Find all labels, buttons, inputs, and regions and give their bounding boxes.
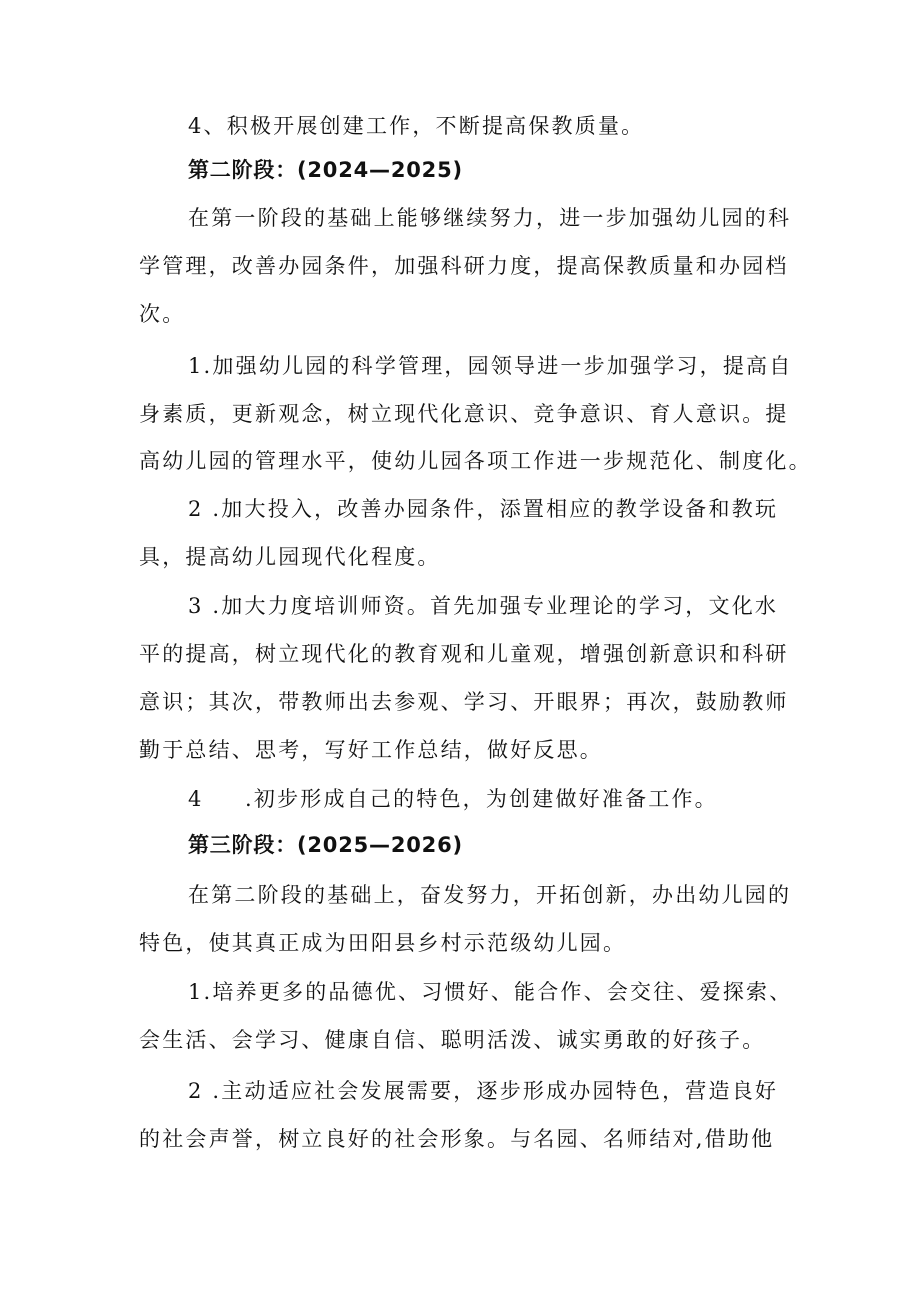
stage2-intro-line3: 次。 — [139, 302, 186, 326]
stage3-item2-line1: 2 .主动适应社会发展需要，逐步形成办园特色，营造良好 — [188, 1079, 779, 1103]
stage2-item3-line2: 平的提高，树立现代化的教育观和儿童观，增强创新意识和科研 — [139, 642, 789, 666]
stage2-intro-line1: 在第一阶段的基础上能够继续努力，进一步加强幼儿园的科 — [188, 206, 792, 230]
stage2-intro-line2: 学管理，改善办园条件，加强科研力度，提高保教质量和办园档 — [139, 254, 789, 278]
stage3-intro-line2: 特色，使其真正成为田阳县乡村示范级幼儿园。 — [139, 931, 627, 955]
stage2-item1-line2: 身素质，更新观念，树立现代化意识、竞争意识、育人意识。提 — [139, 402, 789, 426]
stage3-intro-line1: 在第二阶段的基础上，奋发努力，开拓创新，办出幼儿园的 — [188, 883, 792, 907]
stage2-item4-number: 4 — [188, 787, 204, 811]
stage2-item2-line1: 2 .加大投入，改善办园条件，添置相应的教学设备和教玩 — [188, 497, 779, 521]
stage3-item1-line1: 1.培养更多的品德优、习惯好、能合作、会交往、爱探索、 — [188, 980, 793, 1004]
stage3-item2-line2: 的社会声誉，树立良好的社会形象。与名园、名师结对,借助他 — [139, 1127, 775, 1151]
paragraph-item4-creation: 4、积极开展创建工作，不断提高保教质量。 — [188, 114, 645, 138]
stage2-item2-line2: 具，提高幼儿园现代化程度。 — [139, 545, 441, 569]
stage3-item1-line2: 会生活、会学习、健康自信、聪明活泼、诚实勇敢的好孩子。 — [139, 1028, 766, 1052]
stage2-item1-line1: 1.加强幼儿园的科学管理，园领导进一步加强学习，提高自 — [188, 354, 793, 378]
stage2-item3-line4: 勤于总结、思考，写好工作总结，做好反思。 — [139, 738, 603, 762]
stage2-heading: 第二阶段：(2024—2025) — [188, 158, 463, 182]
stage2-item3-line1: 3 .加大力度培训师资。首先加强专业理论的学习，文化水 — [188, 594, 779, 618]
stage2-item4-text: .初步形成自己的特色，为创建做好准备工作。 — [245, 787, 718, 811]
stage3-heading: 第三阶段：(2025—2026) — [188, 833, 463, 857]
stage2-item1-line3: 高幼儿园的管理水平，使幼儿园各项工作进一步规范化、制度化。 — [139, 449, 812, 473]
stage2-item3-line3: 意识；其次，带教师出去参观、学习、开眼界；再次，鼓励教师 — [139, 690, 789, 714]
